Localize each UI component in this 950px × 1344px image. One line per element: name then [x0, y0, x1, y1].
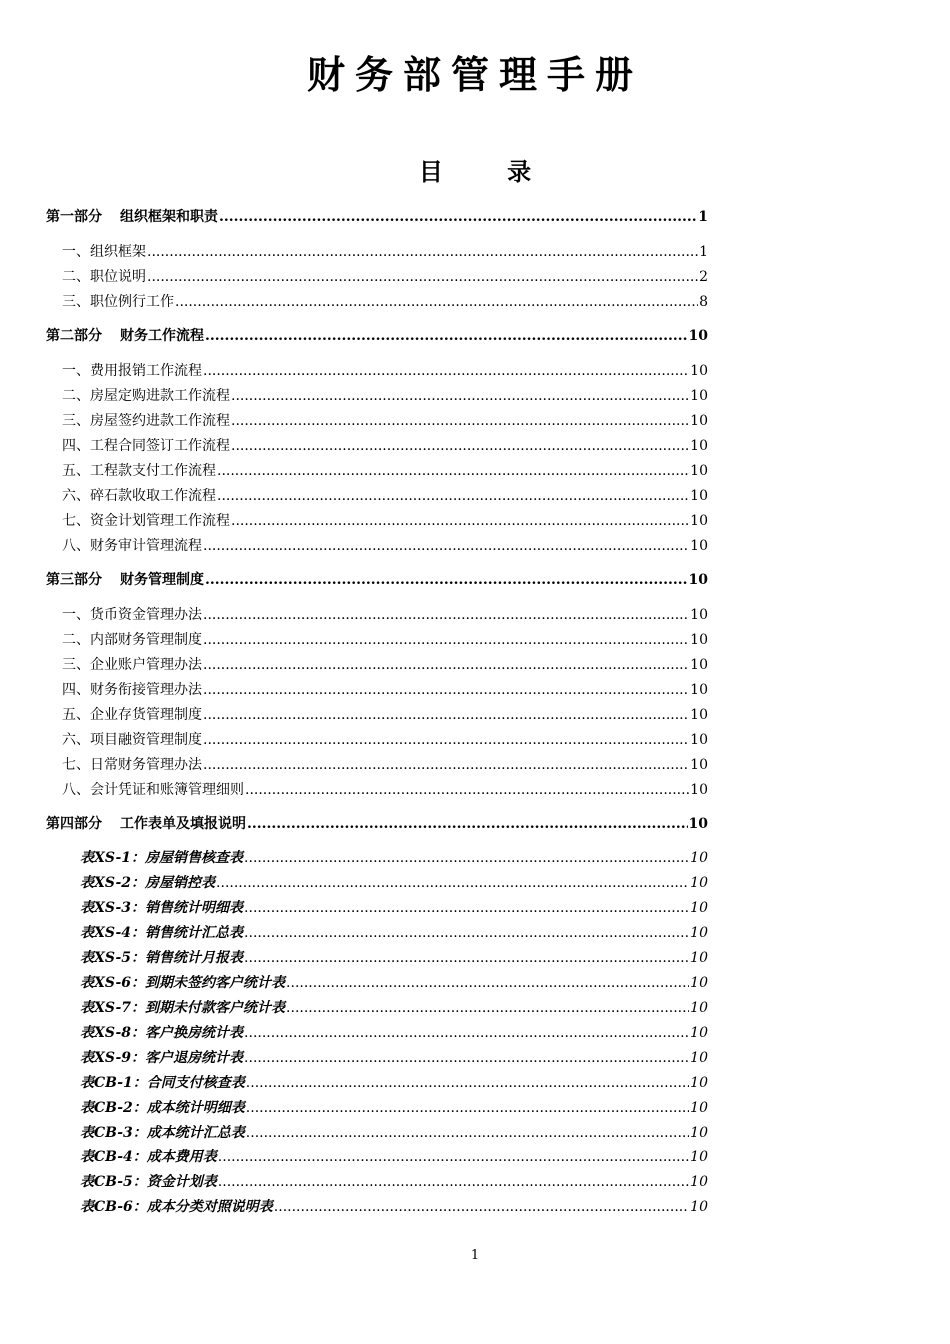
page-number: 1: [470, 1248, 480, 1263]
dot-leader: [203, 657, 689, 673]
toc-page-number: 10: [690, 1075, 708, 1091]
toc-entry-label: 表XS-7：到期未付款客户统计表: [80, 1000, 286, 1016]
toc-entry-label: 表CB-6：成本分类对照说明表: [80, 1199, 273, 1215]
dot-leader: [147, 269, 698, 285]
toc-entry-label: 八、会计凭证和账簿管理细则: [62, 782, 244, 798]
toc-entry-label: [46, 813, 246, 833]
toc-page-number: 10: [690, 1025, 708, 1041]
toc-page-number: 10: [690, 900, 708, 916]
dot-leader: [203, 632, 689, 648]
toc-entry-label: 表XS-4：销售统计汇总表: [80, 925, 244, 941]
toc-chapter-entry[interactable]: [62, 604, 708, 624]
toc-chapter-entry[interactable]: [62, 291, 708, 311]
dot-leader: [217, 488, 689, 504]
toc-form-entry[interactable]: [80, 1047, 708, 1067]
toc-part-prefix: 第一部分: [46, 209, 102, 225]
toc-part-title: 工作表单及填报说明: [120, 816, 246, 832]
toc-page-number: 10: [690, 850, 708, 866]
dot-leader: [274, 1199, 689, 1215]
toc-form-entry[interactable]: [80, 872, 708, 892]
toc-chapter-entry[interactable]: [62, 754, 708, 774]
dot-leader: [147, 244, 698, 260]
toc-page-number: 2: [699, 269, 708, 285]
dot-leader: [244, 950, 689, 966]
toc-chapter-entry[interactable]: [62, 629, 708, 649]
toc-form-entry[interactable]: [80, 1072, 708, 1092]
toc-chapter-entry[interactable]: [62, 385, 708, 405]
toc-entry-label: [46, 569, 204, 589]
dot-leader: [205, 328, 688, 344]
toc-page-number: 10: [690, 875, 708, 891]
toc-entry-label: 六、项目融资管理制度: [62, 732, 202, 748]
toc-part-title: 财务管理制度: [120, 572, 204, 588]
dot-leader: [203, 732, 689, 748]
toc-part-entry[interactable]: [46, 813, 708, 833]
toc-page-number: 10: [690, 1174, 708, 1190]
toc-chapter-entry[interactable]: [62, 435, 708, 455]
toc-part-entry[interactable]: [46, 569, 708, 589]
toc-page-number: 10: [690, 488, 708, 504]
toc-entry-label: 表XS-6：到期未签约客户统计表: [80, 975, 286, 991]
dot-leader: [286, 975, 689, 991]
toc-entry-label: 三、企业账户管理办法: [62, 657, 202, 673]
toc-entry-label: 五、企业存货管理制度: [62, 707, 202, 723]
toc-page-number: 10: [690, 657, 708, 673]
dot-leader: [246, 1100, 689, 1116]
toc-part-prefix: 第四部分: [46, 816, 102, 832]
dot-leader: [245, 782, 689, 798]
dot-leader: [244, 925, 689, 941]
toc-page-number: 10: [690, 925, 708, 941]
toc-page-number: 10: [690, 438, 708, 454]
toc-entry-label: 一、货币资金管理办法: [62, 607, 202, 623]
toc-page-number: 10: [690, 1125, 708, 1141]
toc-entry-label: [46, 206, 218, 226]
toc-part-prefix: 第二部分: [46, 328, 102, 344]
toc-page-number: 10: [688, 572, 708, 588]
toc-page-number: 10: [690, 732, 708, 748]
toc-form-entry[interactable]: [80, 972, 708, 992]
toc-entry-label: [46, 325, 204, 345]
dot-leader: [203, 363, 689, 379]
toc-form-entry[interactable]: [80, 922, 708, 942]
toc-page-number: 10: [690, 632, 708, 648]
dot-leader: [203, 682, 689, 698]
toc-form-entry[interactable]: [80, 1146, 708, 1166]
toc-part-title: 财务工作流程: [120, 328, 204, 344]
toc-chapter-entry[interactable]: [62, 704, 708, 724]
dot-leader: [175, 294, 698, 310]
dot-leader: [244, 1025, 689, 1041]
toc-page-number: 10: [690, 513, 708, 529]
toc-page-number: 10: [690, 463, 708, 479]
toc-page-number: 10: [690, 1100, 708, 1116]
toc-part-entry[interactable]: [46, 206, 708, 226]
dot-leader: [286, 1000, 689, 1016]
dot-leader: [231, 513, 689, 529]
dot-leader: [231, 438, 689, 454]
toc-form-entry[interactable]: [80, 1097, 708, 1117]
toc-page-number: 10: [690, 707, 708, 723]
toc-entry-label: 五、工程款支付工作流程: [62, 463, 216, 479]
toc-chapter-entry[interactable]: [62, 241, 708, 261]
dot-leader: [246, 1075, 689, 1091]
dot-leader: [244, 1050, 689, 1066]
dot-leader: [203, 538, 689, 554]
toc-entry-label: 四、工程合同签订工作流程: [62, 438, 230, 454]
toc-form-entry[interactable]: [80, 1171, 708, 1191]
dot-leader: [205, 572, 688, 588]
toc-part-prefix: 第三部分: [46, 572, 102, 588]
toc-entry-label: 七、资金计划管理工作流程: [62, 513, 230, 529]
toc-page-number: 10: [690, 388, 708, 404]
toc-form-entry[interactable]: [80, 1122, 708, 1142]
toc-page-number: 10: [690, 413, 708, 429]
toc-heading: 目 录: [418, 157, 560, 186]
document-title: 财务部管理手册: [306, 52, 643, 97]
dot-leader: [231, 388, 689, 404]
toc-entry-label: 六、碎石款收取工作流程: [62, 488, 216, 504]
toc-page-number: 10: [688, 328, 708, 344]
dot-leader: [244, 900, 689, 916]
toc-chapter-entry[interactable]: [62, 410, 708, 430]
dot-leader: [216, 875, 689, 891]
toc-page-number: 1: [698, 209, 708, 225]
toc-entry-label: 二、内部财务管理制度: [62, 632, 202, 648]
toc-page-number: 10: [690, 682, 708, 698]
toc-chapter-entry[interactable]: [62, 460, 708, 480]
dot-leader: [218, 1174, 689, 1190]
toc-entry-label: 表XS-2：房屋销控表: [80, 875, 216, 891]
toc-form-entry[interactable]: [80, 1022, 708, 1042]
toc-entry-label: 表CB-3：成本统计汇总表: [80, 1125, 245, 1141]
dot-leader: [219, 209, 697, 225]
toc-chapter-entry[interactable]: [62, 779, 708, 799]
dot-leader: [231, 413, 689, 429]
toc-entry-label: 表XS-5：销售统计月报表: [80, 950, 244, 966]
toc-page-number: 10: [690, 607, 708, 623]
toc-entry-label: 表XS-9：客户退房统计表: [80, 1050, 244, 1066]
toc-entry-label: 三、房屋签约进款工作流程: [62, 413, 230, 429]
toc-page-number: 10: [690, 538, 708, 554]
toc-entry-label: 一、费用报销工作流程: [62, 363, 202, 379]
toc-entry-label: 四、财务衔接管理办法: [62, 682, 202, 698]
toc-entry-label: 二、房屋定购进款工作流程: [62, 388, 230, 404]
toc-page-number: 10: [690, 1050, 708, 1066]
toc-page-number: 8: [699, 294, 708, 310]
toc-entry-label: 表CB-1：合同支付核查表: [80, 1075, 245, 1091]
toc-form-entry[interactable]: [80, 1196, 708, 1216]
toc-entry-label: 二、职位说明: [62, 269, 146, 285]
toc-page-number: 10: [690, 950, 708, 966]
toc-page-number: 10: [690, 757, 708, 773]
toc-part-title: 组织框架和职责: [120, 209, 218, 225]
toc-form-entry[interactable]: [80, 847, 708, 867]
dot-leader: [218, 1149, 689, 1165]
toc-entry-label: 表XS-3：销售统计明细表: [80, 900, 244, 916]
dot-leader: [247, 816, 688, 832]
toc-chapter-entry[interactable]: [62, 679, 708, 699]
toc-entry-label: 表XS-1：房屋销售核查表: [80, 850, 244, 866]
toc-page-number: 1: [699, 244, 708, 260]
dot-leader: [203, 707, 689, 723]
dot-leader: [203, 607, 689, 623]
toc-entry-label: 一、组织框架: [62, 244, 146, 260]
toc-chapter-entry[interactable]: [62, 510, 708, 530]
toc-entry-label: 表CB-4：成本费用表: [80, 1149, 217, 1165]
toc-chapter-entry[interactable]: [62, 535, 708, 555]
toc-chapter-entry[interactable]: [62, 654, 708, 674]
toc-form-entry[interactable]: [80, 997, 708, 1017]
dot-leader: [203, 757, 689, 773]
toc-entry-label: 八、财务审计管理流程: [62, 538, 202, 554]
toc-page-number: 10: [690, 363, 708, 379]
toc-chapter-entry[interactable]: [62, 485, 708, 505]
toc-page-number: 10: [690, 782, 708, 798]
toc-part-entry[interactable]: [46, 325, 708, 345]
toc-entry-label: 表CB-5：资金计划表: [80, 1174, 217, 1190]
toc-chapter-entry[interactable]: [62, 266, 708, 286]
toc-form-entry[interactable]: [80, 947, 708, 967]
toc-page-number: 10: [688, 816, 708, 832]
toc-page-number: 10: [690, 975, 708, 991]
toc-page-number: 10: [690, 1149, 708, 1165]
dot-leader: [217, 463, 689, 479]
toc-entry-label: 三、职位例行工作: [62, 294, 174, 310]
dot-leader: [244, 850, 689, 866]
toc-entry-label: 表XS-8：客户换房统计表: [80, 1025, 244, 1041]
toc-page-number: 10: [690, 1000, 708, 1016]
toc-entry-label: 七、日常财务管理办法: [62, 757, 202, 773]
toc-chapter-entry[interactable]: [62, 360, 708, 380]
dot-leader: [246, 1125, 689, 1141]
toc-page-number: 10: [690, 1199, 708, 1215]
toc-form-entry[interactable]: [80, 897, 708, 917]
toc-entry-label: 表CB-2：成本统计明细表: [80, 1100, 245, 1116]
toc-chapter-entry[interactable]: [62, 729, 708, 749]
